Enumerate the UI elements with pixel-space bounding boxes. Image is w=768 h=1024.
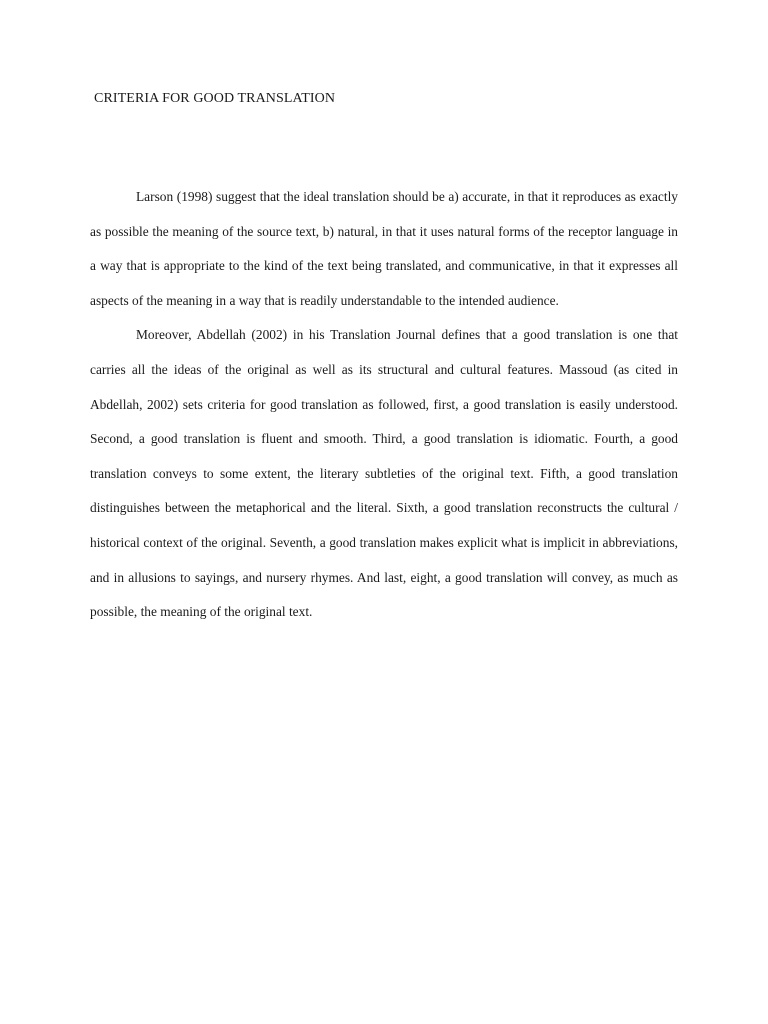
document-title: CRITERIA FOR GOOD TRANSLATION (94, 91, 336, 106)
document-body (90, 180, 678, 630)
paragraph-abdellah: Moreover, Abdellah (2002) in his Translation Journal defines that a good translation is one that carries all the ideas of the original as well as its structural and cultural features. Massoud (as cited in Abdellah, 2002) sets criteria for good translation as followed, first, a good translation is easily understood. Second, a good translation is fluent and smooth. Third, a good translation is idiomatic. Fourth, a good translation conveys to some extent, the literary subtleties of the original text. Fifth, a good translation distinguishes between the metaphorical and the literal. Sixth, a good translation reconstructs the cultural / historical context of the original. Seventh, a good translation makes explicit what is implicit in abbreviations, and in allusions to sayings, and nursery rhymes. And last, eight, a good translation will convey, as much as possible, the meaning of the original text. (90, 327, 678, 620)
paragraph-larson: Larson (1998) suggest that the ideal translation should be a) accurate, in that it reproduces as exactly as possible the meaning of the source text, b) natural, in that it uses natural forms of the receptor language in a way that is appropriate to the kind of the text being translated, and communicative, in that it expresses all aspects of the meaning in a way that is readily understandable to the intended audience. (90, 189, 678, 308)
